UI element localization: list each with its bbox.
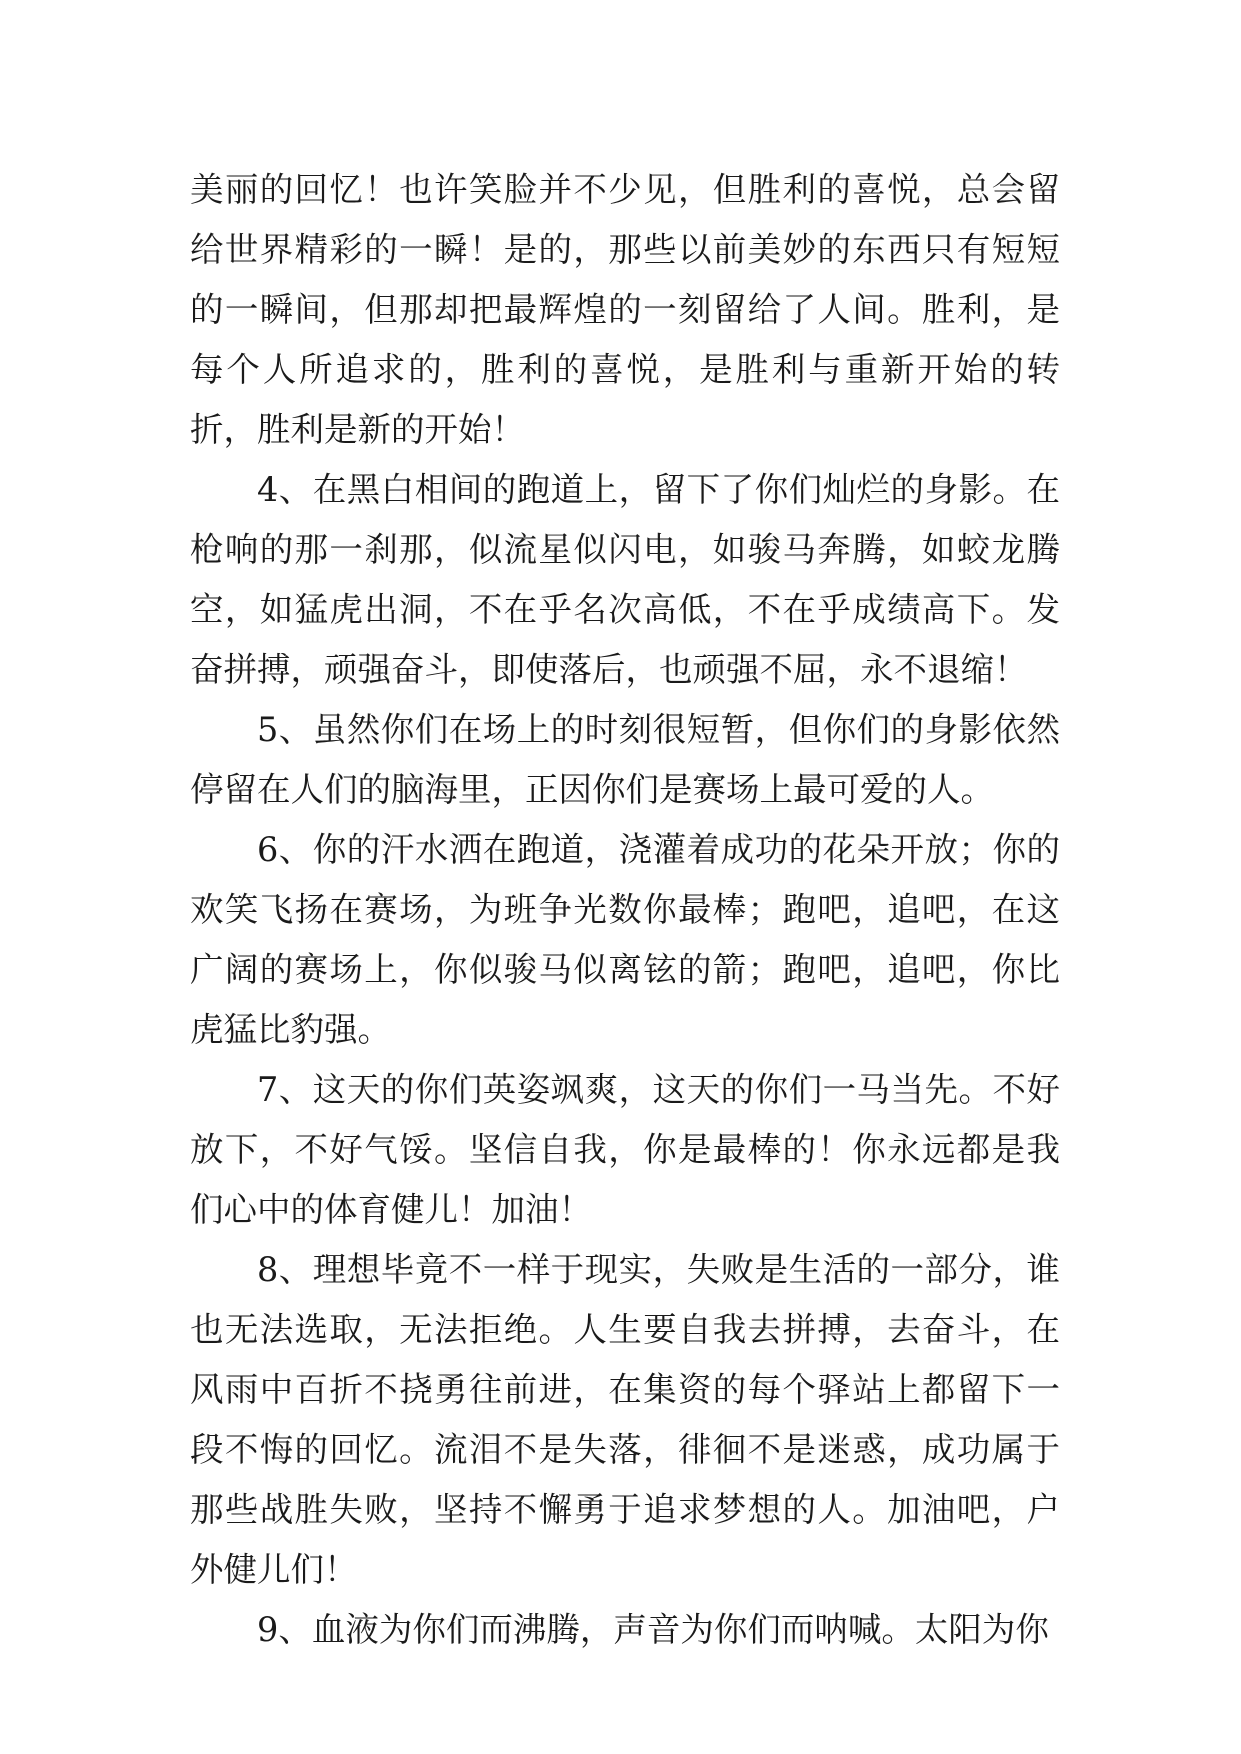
paragraph-item-9: 9、血液为你们而沸腾，声音为你们而呐喊。太阳为你	[257, 1610, 1049, 1649]
paragraph-item-8: 8、理想毕竟不一样于现实，失败是生活的一部分，谁也无法选取，无法拒绝。人生要自我去拼搏，去奋斗，在风雨中百折不挠勇往前进，在集资的每个驿站上都留下一段不悔的回忆。流泪不是失落，徘徊不是迷惑，成功属于那些战胜失败，坚持不懈勇于追求梦想的人。加油吧，户外健儿们！	[190, 1250, 1060, 1589]
paragraph-item-7: 7、这天的你们英姿飒爽，这天的你们一马当先。不好放下，不好气馁。坚信自我，你是最棒的！你永远都是我们心中的体育健儿！加油！	[190, 1070, 1060, 1229]
paragraph-continuation: 美丽的回忆！也许笑脸并不少见，但胜利的喜悦，总会留给世界精彩的一瞬！是的，那些以前美妙的东西只有短短的一瞬间，但那却把最辉煌的一刻留给了人间。胜利，是每个人所追求的，胜利的喜悦，是胜利与重新开始的转折，胜利是新的开始！	[190, 170, 1060, 449]
paragraph-item-4: 4、在黑白相间的跑道上，留下了你们灿烂的身影。在枪响的那一刹那，似流星似闪电，如骏马奔腾，如蛟龙腾空，如猛虎出洞，不在乎名次高低，不在乎成绩高下。发奋拼搏，顽强奋斗，即使落后，也顽强不屈，永不退缩！	[190, 470, 1060, 689]
paragraph-item-6: 6、你的汗水洒在跑道，浇灌着成功的花朵开放；你的欢笑飞扬在赛场，为班争光数你最棒；跑吧，追吧，在这广阔的赛场上，你似骏马似离铉的箭；跑吧，追吧，你比虎猛比豹强。	[190, 830, 1060, 1049]
paragraph-item-5: 5、虽然你们在场上的时刻很短暂，但你们的身影依然停留在人们的脑海里，正因你们是赛场上最可爱的人。	[190, 710, 1060, 809]
document-body	[190, 160, 1060, 1660]
